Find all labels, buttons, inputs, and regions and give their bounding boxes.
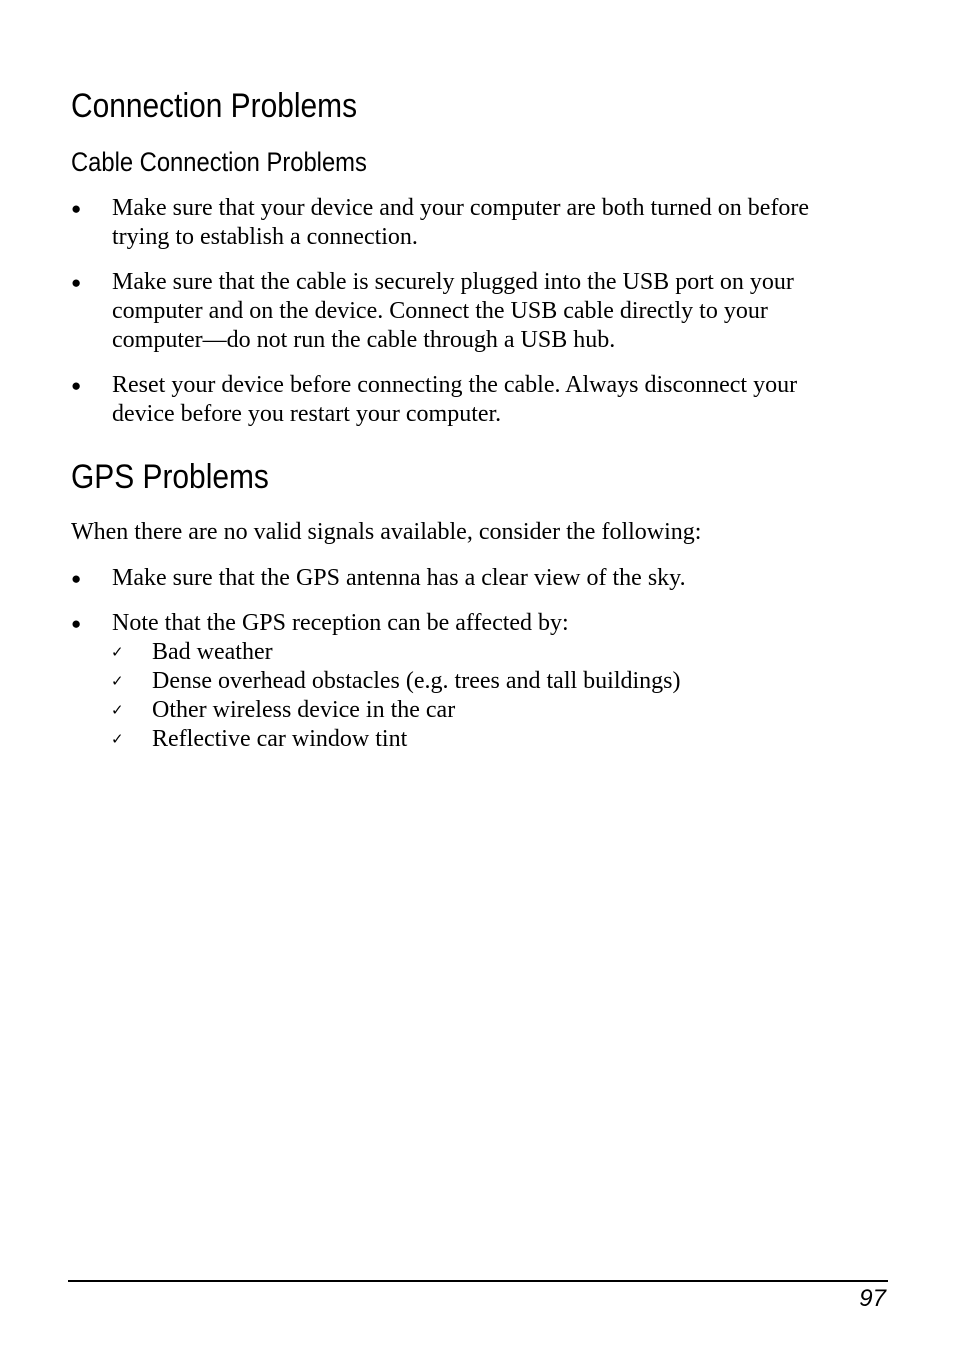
list-item-text: Make sure that the GPS antenna has a clear view of the sky. bbox=[112, 565, 686, 591]
list-item-text: Make sure that your device and your computer are both turned on before trying to establish a connection. bbox=[112, 195, 810, 250]
list-item-text: Reset your device before connecting the cable. Always disconnect your device before you restart your computer. bbox=[112, 372, 798, 427]
gps-reception-factors-list bbox=[111, 638, 811, 754]
gps-intro-paragraph: When there are no valid signals available, consider the following: bbox=[71, 519, 702, 545]
list-item-text: Make sure that the cable is securely plugged into the USB port on your computer and on the device. Connect the USB cable directly to your computer—do not run the cable through a USB hub. bbox=[112, 269, 794, 353]
footer-divider bbox=[68, 1280, 888, 1282]
list-item-text: Bad weather bbox=[152, 639, 273, 665]
section-title-gps-problems: GPS Problems bbox=[71, 458, 269, 496]
list-item-text: Note that the GPS reception can be affected by: bbox=[112, 610, 569, 636]
list-item-text: Reflective car window tint bbox=[152, 726, 408, 752]
bullet-icon: ● bbox=[71, 376, 82, 395]
checkmark-icon: ✓ bbox=[111, 730, 124, 748]
bullet-icon: ● bbox=[71, 199, 82, 218]
checkmark-icon: ✓ bbox=[111, 643, 124, 661]
checkmark-icon: ✓ bbox=[111, 701, 124, 719]
page-number: 97 bbox=[859, 1285, 886, 1312]
list-item bbox=[111, 725, 811, 754]
section-title-connection-problems: Connection Problems bbox=[71, 87, 358, 125]
list-item-text: Dense overhead obstacles (e.g. trees and tall buildings) bbox=[152, 668, 681, 694]
list-item-text: Other wireless device in the car bbox=[152, 697, 456, 723]
bullet-icon: ● bbox=[71, 569, 82, 588]
checkmark-icon: ✓ bbox=[111, 672, 124, 690]
list-item bbox=[111, 667, 811, 696]
subheading-cable-connection-problems: Cable Connection Problems bbox=[71, 147, 367, 177]
list-item bbox=[111, 696, 811, 725]
list-item bbox=[111, 638, 811, 667]
bullet-icon: ● bbox=[71, 273, 82, 292]
bullet-icon: ● bbox=[71, 614, 82, 633]
